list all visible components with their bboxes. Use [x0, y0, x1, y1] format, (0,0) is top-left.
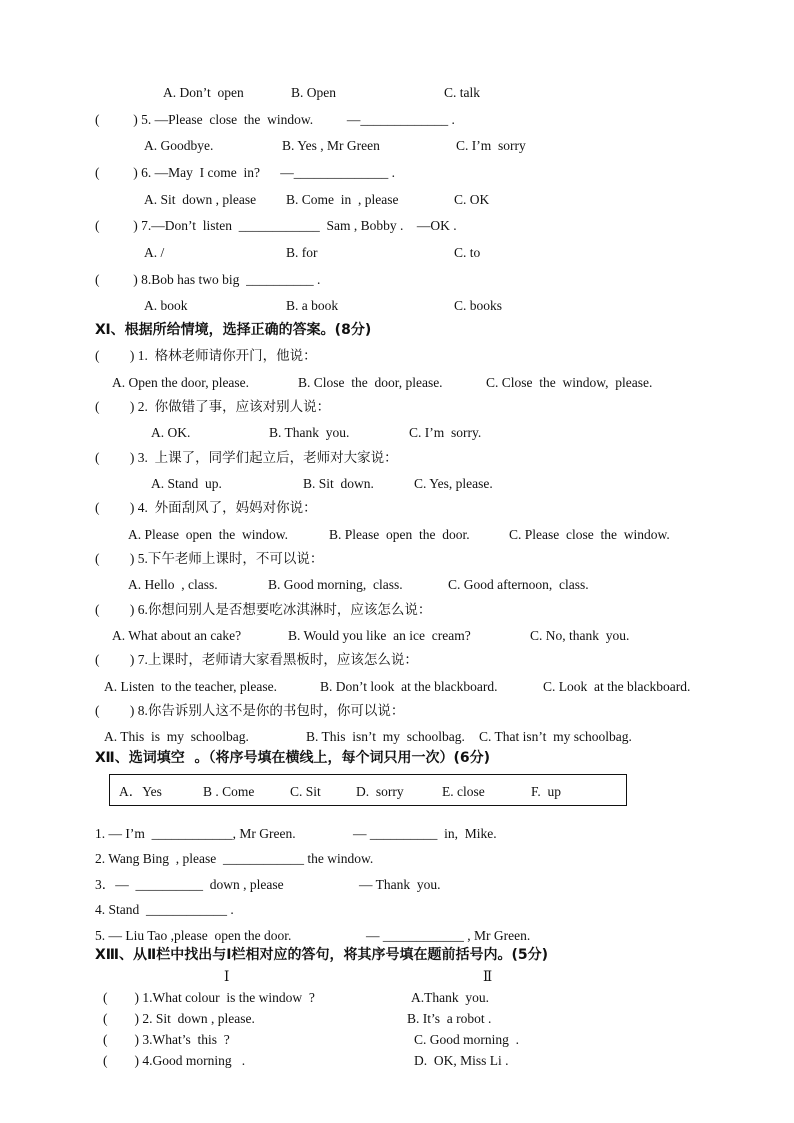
fill-item-1-reply: — __________ in, Mike.: [353, 826, 497, 841]
option-a: A. Hello , class.: [128, 577, 218, 592]
option-b: B. a book: [286, 298, 339, 313]
option-a: A. Don’t open: [163, 85, 244, 100]
option-c: C. I’m sorry: [456, 138, 526, 153]
question-7: ( ) 7.—Don’t listen ____________ Sam , Bobby . —OK .: [95, 218, 457, 233]
option-c: C. books: [454, 298, 503, 313]
match-item-3: ( ) 3.What’s this ?: [103, 1032, 230, 1047]
word-option-d: D. sorry: [356, 784, 404, 799]
question-1: ( ) 1. 格林老师请你开门，他说：: [95, 348, 317, 363]
section-xi-heading: Ⅺ、根据所给情境，选择正确的答案。(8分): [95, 322, 372, 338]
word-option-c: C. Sit: [290, 784, 321, 799]
option-a: A. Goodbye.: [144, 138, 214, 153]
option-c: C. I’m sorry.: [409, 425, 482, 440]
match-answer-d: D. OK, Miss Li .: [414, 1053, 509, 1068]
option-b: B. Good morning, class.: [268, 577, 403, 592]
question-3: ( ) 3. 上课了，同学们起立后，老师对大家说：: [95, 450, 398, 465]
option-c: C. Good afternoon, class.: [448, 577, 589, 592]
option-b: B. Come in , please: [286, 192, 399, 207]
option-b: B. Yes , Mr Green: [282, 138, 380, 153]
option-b: B. Please open the door.: [329, 527, 470, 542]
option-c: C. Close the window, please.: [486, 375, 653, 390]
fill-item-1: 1. — I’m ____________, Mr Green.: [95, 826, 296, 841]
word-option-f: F. up: [531, 784, 562, 799]
option-c: C. No, thank you.: [530, 628, 630, 643]
question-6: ( ) 6.你想问别人是否想要吃冰淇淋时，应该怎么说：: [95, 602, 432, 617]
option-c: C. to: [454, 245, 481, 260]
option-a: A. This is my schoolbag.: [104, 729, 249, 744]
option-c: C. Look at the blackboard.: [543, 679, 691, 694]
option-b: B. for: [286, 245, 318, 260]
match-item-2: ( ) 2. Sit down , please.: [103, 1011, 255, 1026]
fill-item-3: 3．— __________ down , please: [95, 877, 284, 892]
section-xii-heading: Ⅻ、选词填空 。（将序号填在横线上，每个词只用一次）(6分): [95, 750, 490, 766]
option-b: B. Close the door, please.: [298, 375, 443, 390]
option-b: B. Sit down.: [303, 476, 374, 491]
option-b: B. Would you like an ice cream?: [288, 628, 471, 643]
option-b: B. Open: [291, 85, 336, 100]
section-xiii-heading: ⅩⅢ、从Ⅱ栏中找出与Ⅰ栏相对应的答句，将其序号填在题前括号内。(5分): [95, 947, 548, 963]
option-c: C. Yes, please.: [414, 476, 493, 491]
option-a: A. /: [144, 245, 165, 260]
question-5: ( ) 5.下午老师上课时，不可以说：: [95, 551, 324, 566]
fill-item-5-reply: — ____________ , Mr Green.: [366, 928, 531, 943]
word-option-e: E. close: [442, 784, 485, 799]
question-5: ( ) 5. —Please close the window. —_____________ .: [95, 112, 455, 127]
option-c: C. That isn’t my schoolbag.: [479, 729, 632, 744]
match-answer-a: A.Thank you.: [411, 990, 489, 1005]
option-c: C. OK: [454, 192, 490, 207]
option-a: A. Listen to the teacher, please.: [104, 679, 278, 694]
column-i-label: Ⅰ: [224, 969, 230, 984]
fill-item-4: 4. Stand ____________ .: [95, 902, 234, 917]
question-7: ( ) 7.上课时，老师请大家看黑板时，应该怎么说：: [95, 652, 418, 667]
word-option-a: A．Yes: [119, 784, 162, 799]
option-c: C. talk: [444, 85, 480, 100]
option-a: A. What about an cake?: [112, 628, 242, 643]
option-a: A. book: [144, 298, 188, 313]
fill-item-5: 5. — Liu Tao ,please open the door.: [95, 928, 292, 943]
question-8: ( ) 8.Bob has two big __________ .: [95, 272, 321, 287]
option-a: A. Please open the window.: [128, 527, 288, 542]
option-a: A. Stand up.: [151, 476, 222, 491]
question-2: ( ) 2. 你做错了事，应该对别人说：: [95, 399, 331, 414]
option-b: B. Don’t look at the blackboard.: [320, 679, 498, 694]
match-answer-c: C. Good morning .: [414, 1032, 520, 1047]
match-answer-b: B. It’s a robot .: [407, 1011, 492, 1026]
match-item-4: ( ) 4.Good morning .: [103, 1053, 246, 1068]
option-a: A. OK.: [151, 425, 191, 440]
column-ii-label: Ⅱ: [483, 969, 493, 984]
option-a: A. Sit down , please: [144, 192, 257, 207]
option-c: C. Please close the window.: [509, 527, 670, 542]
fill-item-3-reply: — Thank you.: [359, 877, 441, 892]
question-6: ( ) 6. —May I come in? —______________ .: [95, 165, 395, 180]
option-b: B. This isn’t my schoolbag.: [306, 729, 465, 744]
match-item-1: ( ) 1.What colour is the window ?: [103, 990, 315, 1005]
fill-item-2: 2. Wang Bing , please ____________ the window.: [95, 851, 374, 866]
question-4: ( ) 4. 外面刮风了，妈妈对你说：: [95, 500, 317, 515]
option-b: B. Thank you.: [269, 425, 350, 440]
word-option-b: B . Come: [203, 784, 255, 799]
option-a: A. Open the door, please.: [112, 375, 250, 390]
question-8: ( ) 8.你告诉别人这不是你的书包时，你可以说：: [95, 703, 405, 718]
